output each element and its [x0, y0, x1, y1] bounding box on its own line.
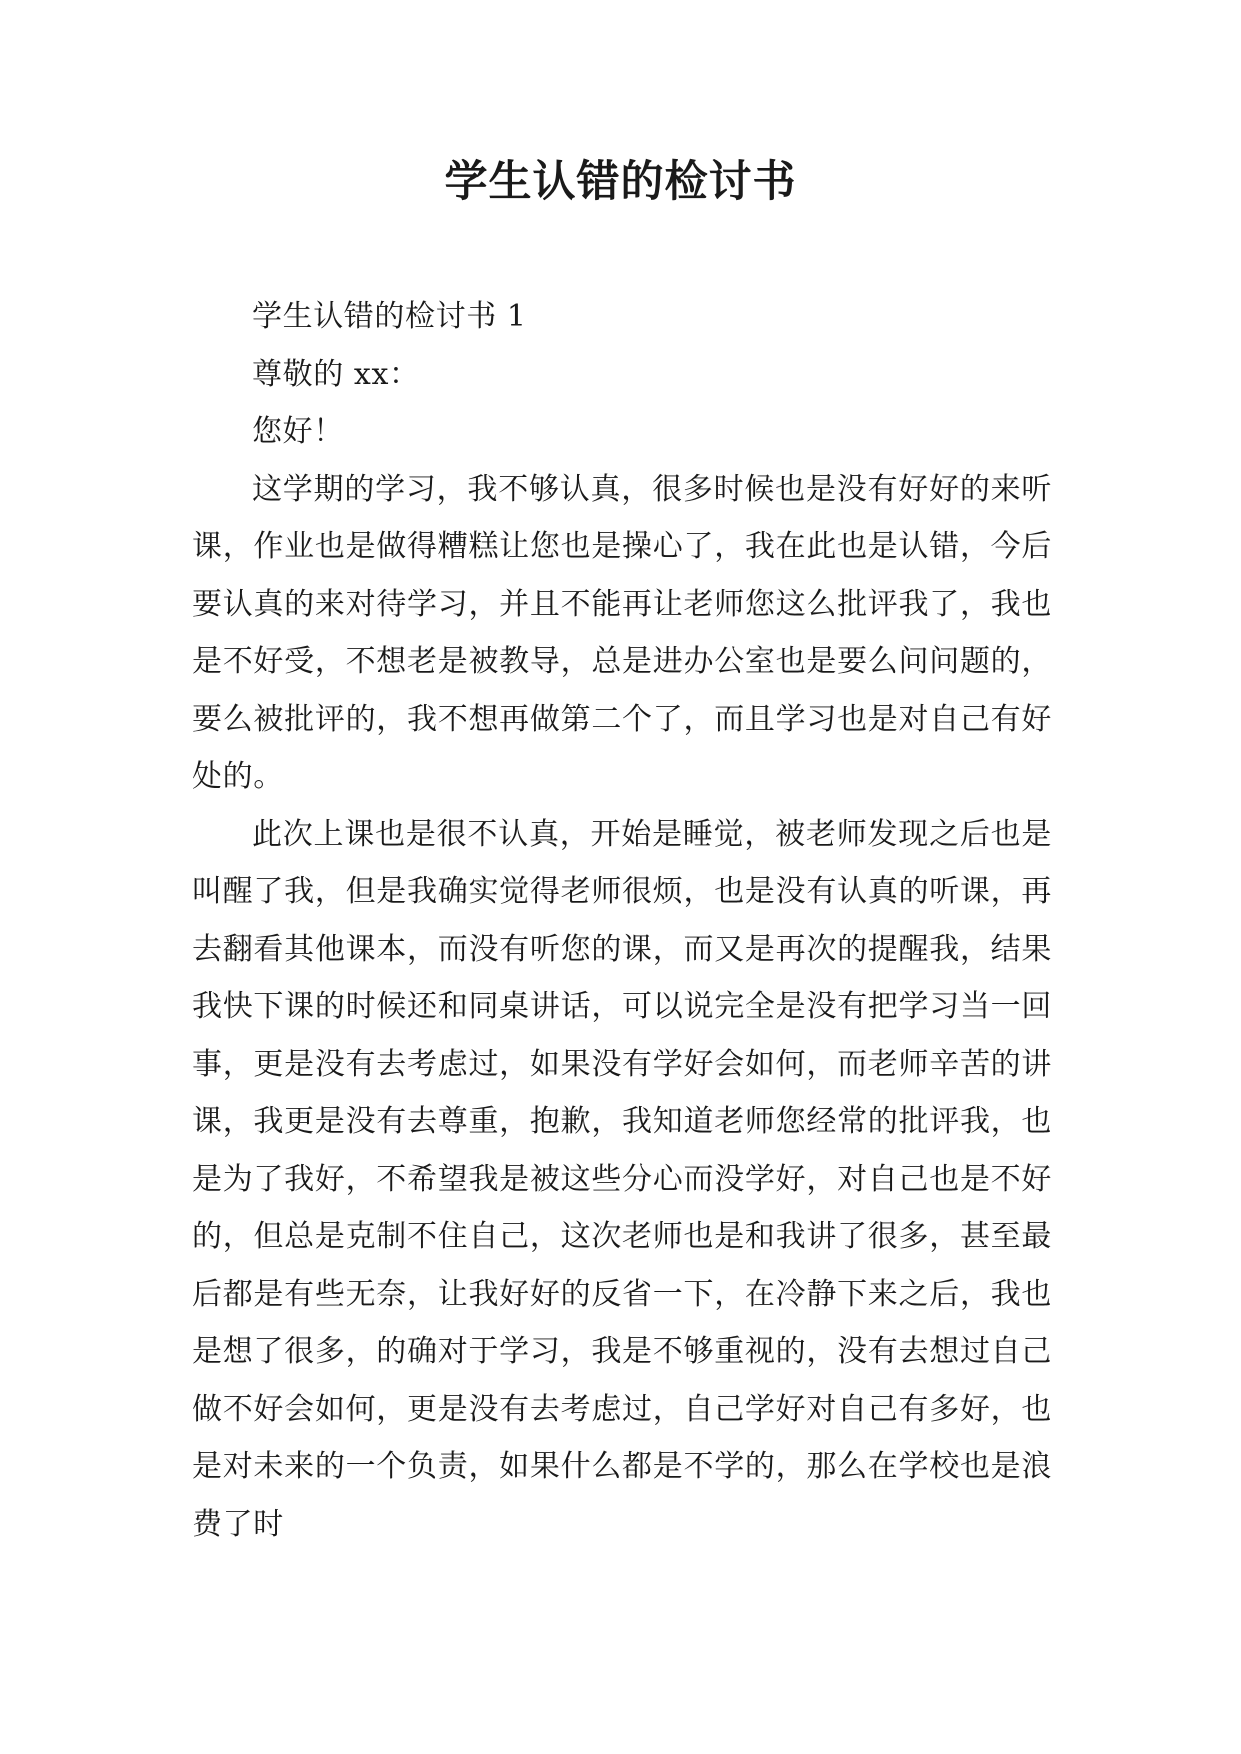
- salutation: 尊敬的 xx：: [252, 356, 420, 392]
- body-paragraph: 这学期的学习，我不够认真，很多时候也是没有好好的来听课，作业也是做得糟糕让您也是操心了，我在此也是认错，今后要认真的来对待学习，并且不能再让老师您这么批评我了，我也是不好受，不想老是被教导，总是进办公室也是要么问问题的，要么被批评的，我不想再做第二个了，而且学习也是对自己有好处的。: [192, 471, 1052, 794]
- document-body: [192, 288, 1052, 1553]
- body-paragraph: 此次上课也是很不认真，开始是睡觉，被老师发现之后也是叫醒了我，但是我确实觉得老师很烦，也是没有认真的听课，再去翻看其他课本，而没有听您的课，而又是再次的提醒我，结果我快下课的时候还和同桌讲话，可以说完全是没有把学习当一回事，更是没有去考虑过，如果没有学好会如何，而老师辛苦的讲课，我更是没有去尊重，抱歉，我知道老师您经常的批评我，也是为了我好，不希望我是被这些分心而没学好，对自己也是不好的，但总是克制不住自己，这次老师也是和我讲了很多，甚至最后都是有些无奈，让我好好的反省一下，在冷静下来之后，我也是想了很多，的确对于学习，我是不够重视的，没有去想过自己做不好会如何，更是没有去考虑过，自己学好对自己有多好，也是对未来的一个负责，如果什么都是不学的，那么在学校也是浪费了时: [192, 816, 1052, 1542]
- section-heading: 学生认错的检讨书 1: [252, 299, 527, 334]
- document-title: 学生认错的检讨书: [444, 157, 797, 207]
- greeting: 您好！: [252, 414, 344, 449]
